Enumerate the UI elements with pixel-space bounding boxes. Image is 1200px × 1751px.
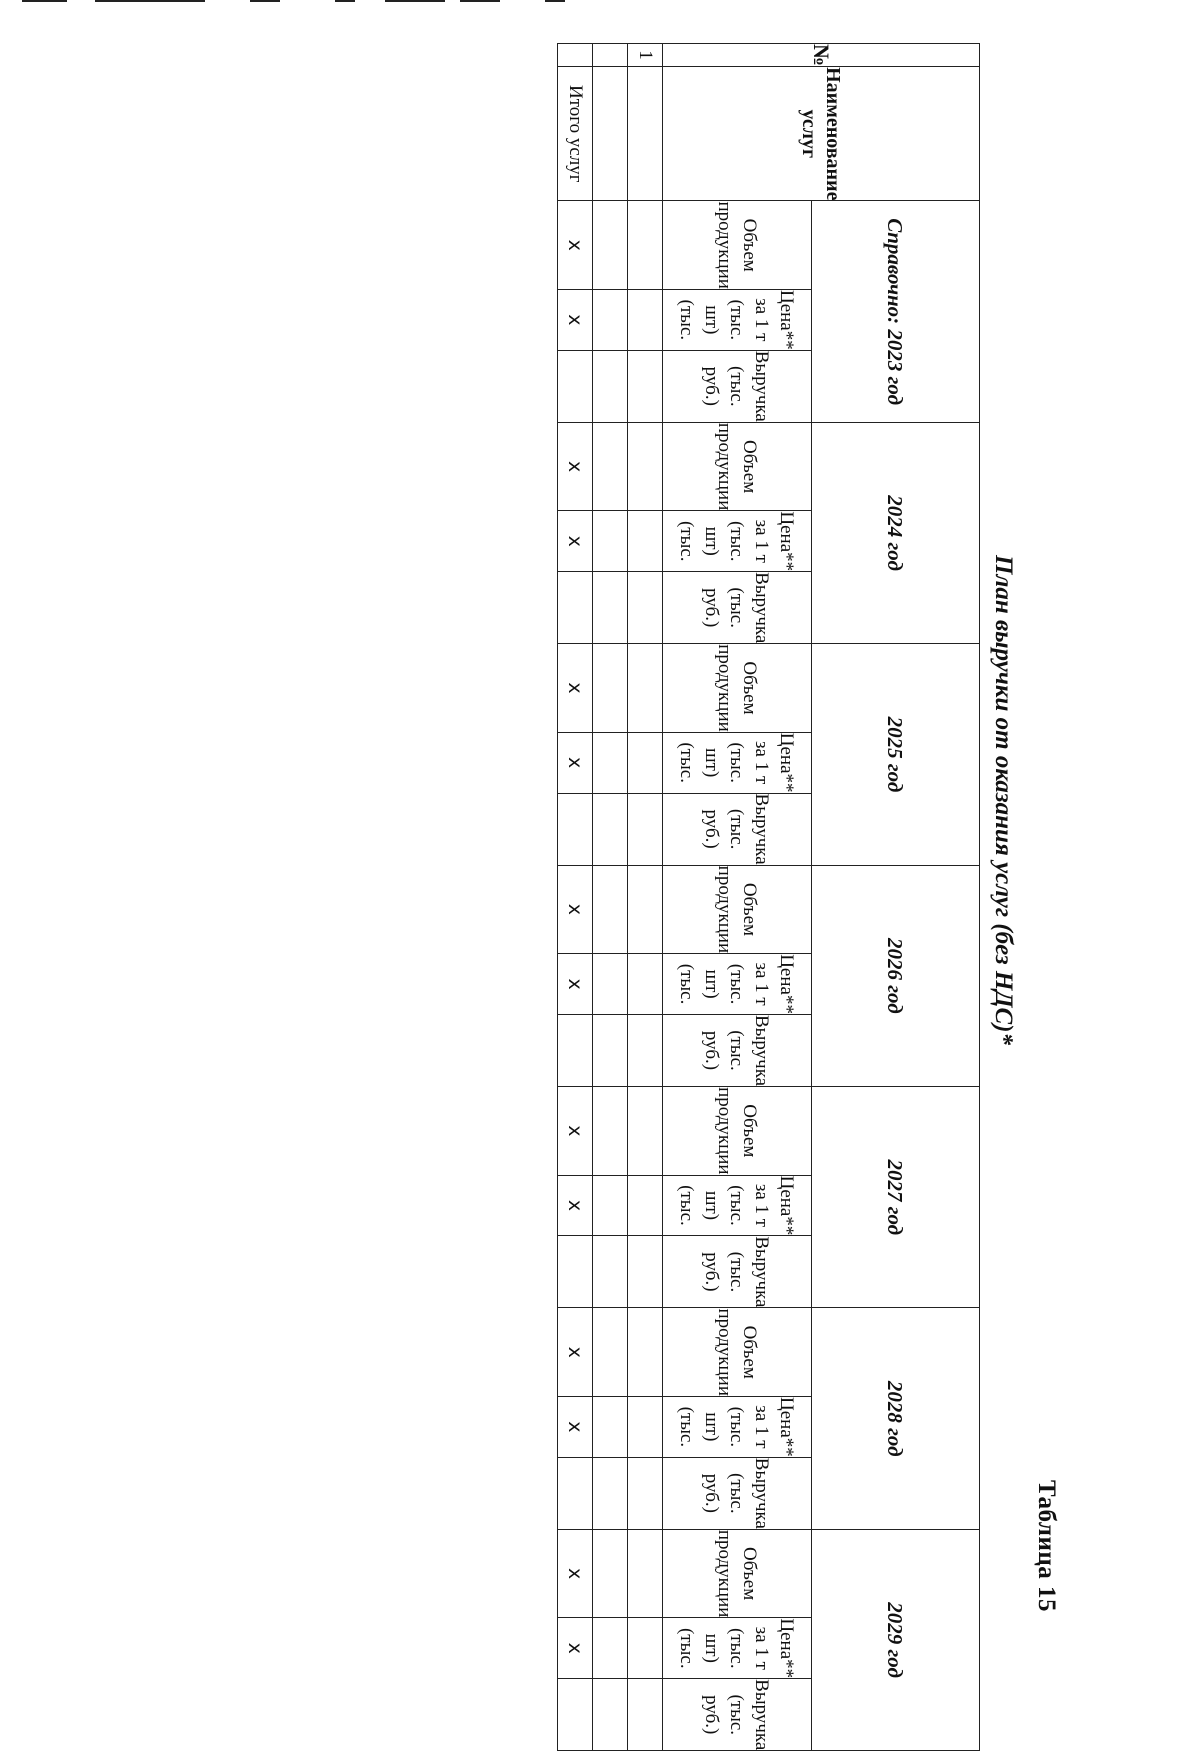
total-revenue-cell [558, 350, 593, 422]
cell [628, 865, 663, 954]
total-revenue-cell [558, 572, 593, 644]
header-volume: Объем продукции [663, 1308, 812, 1397]
cell [628, 793, 663, 865]
cell [593, 350, 628, 422]
cell [628, 1087, 663, 1176]
header-price: Цена** за 1 т (тыс. шт) (тыс. [663, 1618, 812, 1679]
header-number: № [663, 44, 980, 67]
x-mark: х [558, 1397, 593, 1458]
row-service-name [593, 67, 628, 201]
cell [593, 732, 628, 793]
header-price: Цена** за 1 т (тыс. шт) (тыс. [663, 511, 812, 572]
x-mark: х [558, 511, 593, 572]
total-revenue-cell [558, 1679, 593, 1751]
total-number-cell [558, 44, 593, 67]
row-number: 1 [628, 44, 663, 67]
cell [593, 511, 628, 572]
x-mark: х [558, 1175, 593, 1236]
cell [628, 1014, 663, 1086]
header-volume: Объем продукции [663, 1087, 812, 1176]
row-number [593, 44, 628, 67]
cell [628, 511, 663, 572]
header-price: Цена** за 1 т (тыс. шт) (тыс. [663, 1175, 812, 1236]
header-price: Цена** за 1 т (тыс. шт) (тыс. [663, 289, 812, 350]
header-volume: Объем продукции [663, 865, 812, 954]
header-revenue: Выручка (тыс. руб.) [663, 572, 812, 644]
cell [628, 1397, 663, 1458]
header-year-2026: 2026 год [812, 865, 980, 1086]
cell [593, 201, 628, 290]
total-row [558, 44, 593, 1751]
cell [593, 1679, 628, 1751]
x-mark: х [558, 1087, 593, 1176]
x-mark: х [558, 1618, 593, 1679]
cell [593, 1087, 628, 1176]
total-revenue-cell [558, 793, 593, 865]
header-year-2025: 2025 год [812, 644, 980, 865]
header-price: Цена** за 1 т (тыс. шт) (тыс. [663, 1397, 812, 1458]
cell [628, 1236, 663, 1308]
cell [628, 201, 663, 290]
table-row [593, 44, 628, 1751]
cell [593, 1175, 628, 1236]
header-volume: Объем продукции [663, 422, 812, 511]
header-year-2027: 2027 год [812, 1087, 980, 1308]
header-volume: Объем продукции [663, 644, 812, 733]
cell [593, 644, 628, 733]
header-revenue: Выручка (тыс. руб.) [663, 1014, 812, 1086]
total-revenue-cell [558, 1014, 593, 1086]
header-revenue: Выручка (тыс. руб.) [663, 1457, 812, 1529]
header-revenue: Выручка (тыс. руб.) [663, 1679, 812, 1751]
table-title: План выручки от оказания услуг (без НДС)* [990, 555, 1017, 1045]
cell [593, 289, 628, 350]
x-mark: х [558, 865, 593, 954]
cell [628, 1308, 663, 1397]
cell [628, 422, 663, 511]
total-revenue-cell [558, 1457, 593, 1529]
cell [628, 1175, 663, 1236]
header-volume: Объем продукции [663, 201, 812, 290]
cell [628, 1618, 663, 1679]
x-mark: х [558, 732, 593, 793]
header-revenue: Выручка (тыс. руб.) [663, 1236, 812, 1308]
cell [593, 1529, 628, 1618]
header-year-2029: 2029 год [812, 1529, 980, 1750]
header-revenue: Выручка (тыс. руб.) [663, 793, 812, 865]
revenue-plan-table [557, 43, 980, 1751]
cell [593, 1308, 628, 1397]
cell [593, 1618, 628, 1679]
row-service-name [628, 67, 663, 201]
cell [628, 1679, 663, 1751]
cell [593, 865, 628, 954]
cell [593, 422, 628, 511]
table-row [628, 44, 663, 1751]
cell [593, 1457, 628, 1529]
cell [593, 1236, 628, 1308]
header-year-2023: Справочно: 2023 год [812, 201, 980, 422]
cell [593, 954, 628, 1015]
header-volume: Объем продукции [663, 1529, 812, 1618]
cell [628, 1529, 663, 1618]
x-mark: х [558, 644, 593, 733]
header-revenue: Выручка (тыс. руб.) [663, 350, 812, 422]
cell [628, 572, 663, 644]
header-row-years [812, 44, 980, 1751]
x-mark: х [558, 954, 593, 1015]
cell [593, 793, 628, 865]
x-mark: х [558, 289, 593, 350]
cell [628, 644, 663, 733]
x-mark: х [558, 1308, 593, 1397]
cell [593, 572, 628, 644]
header-year-2028: 2028 год [812, 1308, 980, 1529]
cell [628, 289, 663, 350]
x-mark: х [558, 1529, 593, 1618]
cell [593, 1014, 628, 1086]
cell [628, 1457, 663, 1529]
table-caption: Таблица 15 [1033, 1480, 1060, 1613]
x-mark: х [558, 422, 593, 511]
x-mark: х [558, 201, 593, 290]
cell [593, 1397, 628, 1458]
total-revenue-cell [558, 1236, 593, 1308]
cell [628, 954, 663, 1015]
cell [628, 350, 663, 422]
header-service-name: Наименование услуг [663, 67, 980, 201]
total-label: Итого услуг [558, 67, 593, 201]
cell [628, 732, 663, 793]
header-year-2024: 2024 год [812, 422, 980, 643]
header-price: Цена** за 1 т (тыс. шт) (тыс. [663, 732, 812, 793]
header-price: Цена** за 1 т (тыс. шт) (тыс. [663, 954, 812, 1015]
header-row-subcolumns [663, 44, 812, 1751]
